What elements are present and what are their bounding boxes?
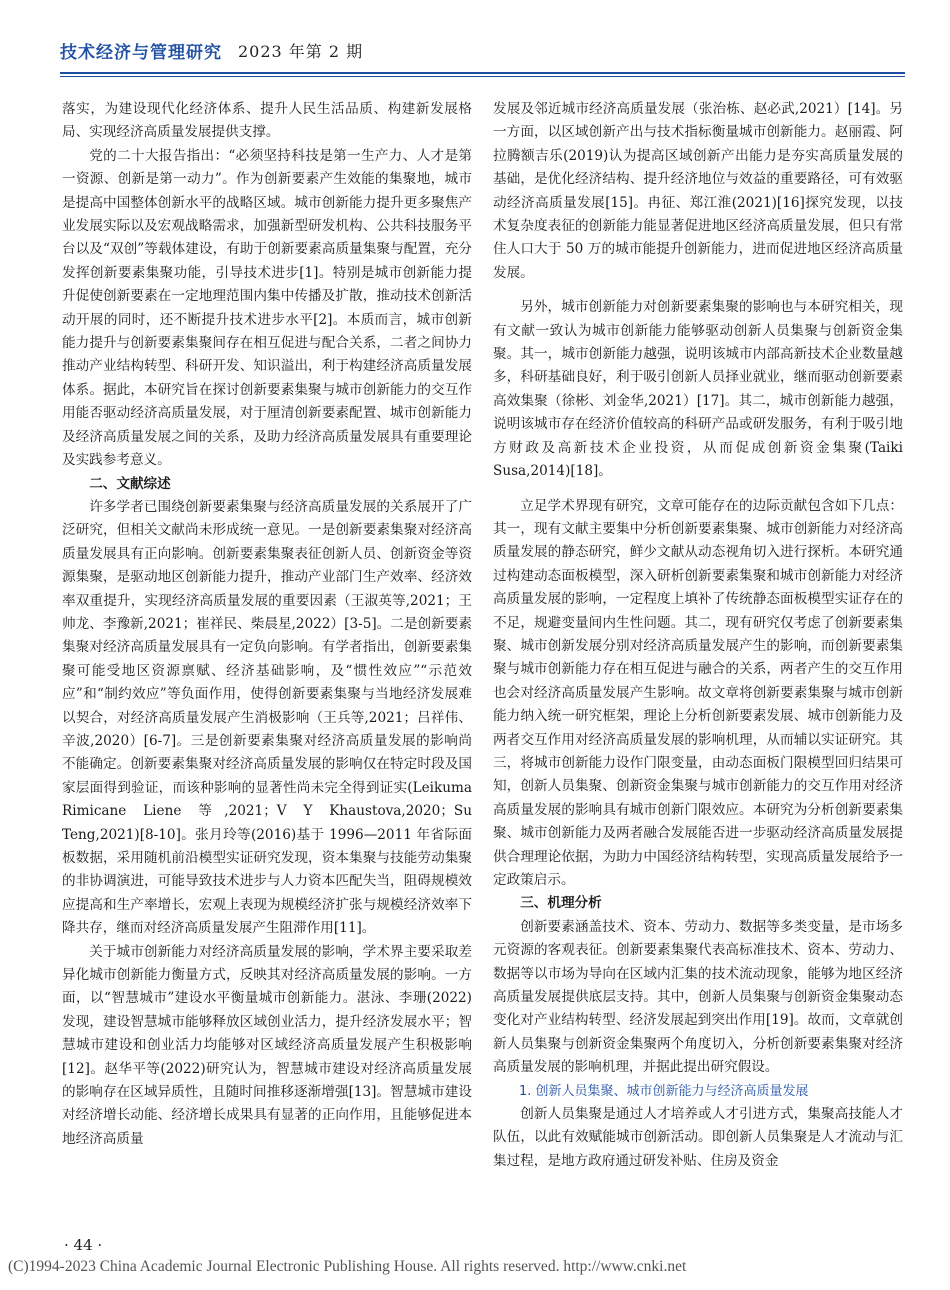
subsection-heading: 1. 创新人员集聚、城市创新能力与经济高质量发展	[519, 1083, 809, 1099]
header-rule-thick	[60, 72, 905, 74]
paragraph: 发展及邻近城市经济高质量发展（张治栋、赵必武,2021）[14]。另一方面，以区域创新产出与技术指标衡量城市创新能力。赵丽霞、阿拉腾额吉乐(2019)认为提高区域创新产出能力是夯实高质量发展的基础，是优化经济结构、提升经济地位与效益的重要路径，可有效驱动经济高质量发展[15]。冉征、郑江淮(2021)[16]探究发现，以技术复杂度表征的创新能力能显著促进地区经济高质量发展，但只有常住人口大于 50 万的城市能提升创新能力，进而促进地区经济高质量发展。	[493, 101, 903, 281]
copyright-footer: (C)1994-2023 China Academic Journal Electronic Publishing House. All rights reserved. http://www.cnki.net	[8, 1258, 687, 1275]
issue-label: 2023 年第 2 期	[238, 42, 364, 61]
right-column	[493, 98, 903, 1173]
page-number: · 44 ·	[64, 1236, 103, 1254]
header-rule-thin	[60, 76, 905, 77]
section-heading: 二、文献综述	[89, 475, 171, 492]
left-column	[62, 98, 472, 1151]
paragraph: 党的二十大报告指出：“必须坚持科技是第一生产力、人才是第一资源、创新是第一动力”。作为创新要素产生效能的集聚地，城市是提高中国整体创新水平的战略区域。城市创新能力提升更多聚焦产业发展实际以及宏观战略需求，加强新型研发机构、公共科技服务平台以及“双创”等载体建设，有助于创新要素高质量集聚与配置，充分发挥创新要素集聚功能，引导技术进步[1]。特别是城市创新能力提升促使创新要素在一定地理范围内集中传播及扩散，推动技术创新活动开展的同时，还不断提升技术进步水平[2]。本质而言，城市创新能力提升与创新要素集聚间存在相互促进与配合关系，二者之间协力推动产业结构转型、科研开发、知识溢出，利于构建经济高质量发展体系。据此，本研究旨在探讨创新要素集聚与城市创新能力的交互作用能否驱动经济高质量发展，对于厘清创新要素配置、城市创新能力及经济高质量发展之间的关系，及助力经济高质量发展具有重要理论及实践参考意义。	[62, 147, 472, 469]
journal-name: 技术经济与管理研究	[60, 43, 222, 63]
paragraph: 创新人员集聚是通过人才培养或人才引进方式，集聚高技能人才队伍，以此有效赋能城市创新活动。即创新人员集聚是人才流动与汇集过程，是地方政府通过研发补贴、住房及资金	[493, 1106, 903, 1169]
running-header	[60, 38, 900, 70]
paragraph: 另外，城市创新能力对创新要素集聚的影响也与本研究相关，现有文献一致认为城市创新能力能够驱动创新人员集聚与创新资金集聚。其一，城市创新能力越强，说明该城市内部高新技术企业数量越多，科研基础良好，利于吸引创新人员择业就业，继而驱动创新要素高效集聚（徐彬、刘金华,2021）[17]。其二，城市创新能力越强，说明该城市存在经济价值较高的科研产品或研发服务，有利于吸引地方财政及高新技术企业投资，从而促成创新资金集聚(Taiki Susa,2014)[18]。	[493, 299, 903, 480]
paragraph: 创新要素涵盖技术、资本、劳动力、数据等多类变量，是市场多元资源的客观表征。创新要素集聚代表高标准技术、资本、劳动力、数据等以市场为导向在区域内汇集的技术流动现象，能够为地区经济高质量发展提供底层支持。其中，创新人员集聚与创新资金集聚动态变化对产业结构转型、经济发展起到突出作用[19]。故而，文章就创新人员集聚与创新资金集聚两个角度切入，分析创新要素集聚对经济高质量发展的影响机理，并据此提出研究假设。	[493, 918, 903, 1076]
paragraph: 许多学者已围绕创新要素集聚与经济高质量发展的关系展开了广泛研究，但相关文献尚未形成统一意见。一是创新要素集聚对经济高质量发展具有正向影响。创新要素集聚表征创新人员、创新资金等资源集聚，是驱动地区创新能力提升，推动产业部门生产效率、经济效率双重提升，实现经济高质量发展的重要因素（王淑英等,2021；王帅龙、李豫新,2021；崔祥民、柴晨星,2022）[3-5]。二是创新要素集聚对经济高质量发展具有一定负向影响。有学者指出，创新要素集聚可能受地区资源禀赋、经济基础影响，及“惯性效应”“示范效应”和“制约效应”等负面作用，使得创新要素集聚与当地经济发展难以契合，对经济高质量发展产生消极影响（王兵等,2021；吕祥伟、辛波,2020）[6-7]。三是创新要素集聚对经济高质量发展的影响尚不能确定。创新要素集聚对经济高质量发展的影响仅在特定时段及国家层面得到验证，而该种影响的显著性尚未完全得到证实(Leikuma Rimicane Liene 等,2021；V Y Khaustova,2020；Su Teng,2021)[8-10]。张月玲等(2016)基于 1996—2011 年省际面板数据，采用随机前沿模型实证研究发现，资本集聚与技能劳动集聚的非协调演进，可能导致技术进步与人力资本匹配失当，阻碍规模效应提高和生产率增长，宏观上表现为规模经济扩张与规模经济效率下降共存，继而对经济高质量发展产生阻滞作用[11]。	[62, 498, 472, 937]
paragraph: 落实，为建设现代化经济体系、提升人民生活品质、构建新发展格局、实现经济高质量发展提供支撑。	[62, 101, 472, 141]
paragraph: 关于城市创新能力对经济高质量发展的影响，学术界主要采取差异化城市创新能力衡量方式，反映其对经济高质量发展的影响。一方面，以“智慧城市”建设水平衡量城市创新能力。湛泳、李珊(2022)发现，建设智慧城市能够释放区域创业活力，提升经济发展水平；智慧城市建设和创业活力均能够对区域经济高质量发展产生积极影响[12]。赵华平等(2022)研究认为，智慧城市建设对经济高质量发展的影响存在区域异质性，且随时间推移逐渐增强[13]。智慧城市建设对经济增长动能、经济增长成果具有显著的正向作用，且能够促进本地经济高质量	[62, 943, 472, 1147]
paragraph: 立足学术界现有研究，文章可能存在的边际贡献包含如下几点：其一，现有文献主要集中分析创新要素集聚、城市创新能力对经济高质量发展的静态研究，鲜少文献从动态视角切入进行探析。本研究通过构建动态面板模型，深入研析创新要素集聚和城市创新能力对经济高质量发展的影响，一定程度上填补了传统静态面板模型实证存在的不足，规避变量间内生性问题。其二，现有研究仅考虑了创新要素集聚、城市创新发展分别对经济高质量发展产生的影响，而创新要素集聚与城市创新能力存在相互促进与融合的关系，两者产生的交互作用也会对经济高质量发展产生影响。故文章将创新要素集聚与城市创新能力纳入统一研究框架，理论上分析创新要素发展、城市创新能力及两者交互作用对经济高质量发展的影响机理，从而辅以实证研究。其三，将城市创新能力设作门限变量，由动态面板门限模型回归结果可知，创新人员集聚、创新资金集聚与城市创新能力的交互作用对经济高质量发展的影响具有城市创新门限效应。本研究为分析创新要素集聚、城市创新能力及两者融合发展能否进一步驱动经济高质量发展提供合理理论依据，为助力中国经济结构转型，实现高质量发展给予一定政策启示。	[493, 497, 903, 888]
section-heading: 三、机理分析	[520, 895, 602, 912]
